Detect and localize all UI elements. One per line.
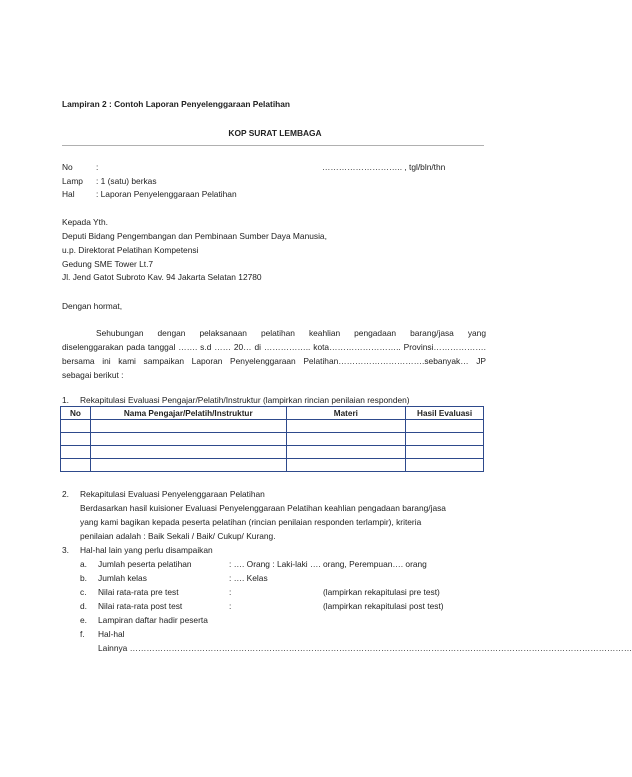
table-cell[interactable] <box>90 446 286 459</box>
table-cell[interactable] <box>61 420 91 433</box>
table-cell[interactable] <box>406 420 484 433</box>
intro-line: diselenggarakan pada tanggal ……. s.d …… 20… di …………….. kota…………………….. Provinsi………………. <box>62 342 486 352</box>
sub-item-value: : <box>229 587 232 597</box>
table-cell[interactable] <box>90 459 286 472</box>
item-text: yang kami bagikan kepada peserta pelatihan (rincian penilaian responden terlampir), kriteria <box>80 517 422 527</box>
address-line: Gedung SME Tower Lt.7 <box>62 259 154 269</box>
sub-item-label: Jumlah peserta pelatihan <box>98 559 192 569</box>
item-text: Rekapitulasi Evaluasi Pengajar/Pelatih/Instruktur (lampirkan rincian penilaian responden) <box>80 395 410 405</box>
sub-item-label: Nilai rata-rata post test <box>98 601 183 611</box>
document-title: Lampiran 2 : Contoh Laporan Penyelenggaraan Pelatihan <box>62 99 291 109</box>
sub-item-letter: b. <box>80 573 87 583</box>
sub-item-label: Hal-hal <box>98 629 125 639</box>
hal-label: Hal <box>62 189 75 199</box>
sub-item-letter: e. <box>80 615 87 625</box>
date-line: ……………………….. , tgl/bln/thn <box>322 162 446 172</box>
sub-item-letter: a. <box>80 559 87 569</box>
intro-line: sebagai berikut : <box>62 370 124 380</box>
sub-item-note: (lampirkan rekapitulasi pre test) <box>323 587 440 597</box>
item-text: Rekapitulasi Evaluasi Penyelenggaraan Pelatihan <box>80 489 265 499</box>
letterhead-divider <box>62 145 484 146</box>
sub-item-note: (lampirkan rekapitulasi post test) <box>323 601 444 611</box>
table-cell[interactable] <box>406 446 484 459</box>
no-label: No <box>62 162 73 172</box>
sub-item-label: Lampiran daftar hadir peserta <box>98 615 208 625</box>
address-line: Kepada Yth. <box>62 217 108 227</box>
table-cell[interactable] <box>61 446 91 459</box>
address-line: Deputi Bidang Pengembangan dan Pembinaan Sumber Daya Manusia, <box>62 231 327 241</box>
table-cell[interactable] <box>286 446 406 459</box>
item-number: 1. <box>62 395 69 405</box>
intro-line: Sehubungan dengan pelaksanaan pelatihan keahlian pengadaan barang/jasa yang <box>96 328 486 338</box>
hal-value: : Laporan Penyelenggaraan Pelatihan <box>96 189 237 199</box>
table-cell[interactable] <box>286 459 406 472</box>
column-header: No <box>61 407 91 420</box>
sub-item-label: Jumlah kelas <box>98 573 147 583</box>
column-header: Materi <box>286 407 406 420</box>
sub-item-letter: c. <box>80 587 87 597</box>
table-cell[interactable] <box>406 459 484 472</box>
greeting: Dengan hormat, <box>62 301 123 311</box>
table-cell[interactable] <box>61 433 91 446</box>
address-line: Jl. Jend Gatot Subroto Kav. 94 Jakarta Selatan 12780 <box>62 272 262 282</box>
table-cell[interactable] <box>90 420 286 433</box>
item-text: Hal-hal lain yang perlu disampaikan <box>80 545 213 555</box>
sub-item-value: : …. Kelas <box>229 573 268 583</box>
sub-item-value: : …. Orang : Laki-laki …. orang, Perempuan…. orang <box>229 559 427 569</box>
letterhead-label: KOP SURAT LEMBAGA <box>228 128 322 138</box>
table-cell[interactable] <box>286 420 406 433</box>
item-number: 2. <box>62 489 69 499</box>
other-matters-line: Lainnya ……………………………………………………………………………………………………………………………………………………………… <box>98 643 632 653</box>
table-cell[interactable] <box>286 433 406 446</box>
table-cell[interactable] <box>61 459 91 472</box>
address-line: u.p. Direktorat Pelatihan Kompetensi <box>62 245 199 255</box>
table-cell[interactable] <box>406 433 484 446</box>
lamp-value: : 1 (satu) berkas <box>96 176 157 186</box>
table-header-row <box>61 407 484 420</box>
evaluation-table <box>60 406 484 472</box>
sub-item-label: Nilai rata-rata pre test <box>98 587 179 597</box>
item-text: penilaian adalah : Baik Sekali / Baik/ Cukup/ Kurang. <box>80 531 276 541</box>
sub-item-letter: f. <box>80 629 85 639</box>
table-row <box>61 446 484 459</box>
table-cell[interactable] <box>90 433 286 446</box>
sub-item-letter: d. <box>80 601 87 611</box>
no-separator: : <box>96 162 99 172</box>
item-number: 3. <box>62 545 69 555</box>
sub-item-value: : <box>229 601 232 611</box>
table-row <box>61 433 484 446</box>
column-header: Nama Pengajar/Pelatih/Instruktur <box>90 407 286 420</box>
item-text: Berdasarkan hasil kuisioner Evaluasi Penyelenggaraan Pelatihan keahlian pengadaan barang/jasa <box>80 503 446 513</box>
table-row <box>61 459 484 472</box>
intro-line: bersama ini kami sampaikan Laporan Penyelenggaraan Pelatihan………………………….sebanyak… JP <box>62 356 486 366</box>
table-row <box>61 420 484 433</box>
column-header: Hasil Evaluasi <box>406 407 484 420</box>
lamp-label: Lamp <box>62 176 83 186</box>
